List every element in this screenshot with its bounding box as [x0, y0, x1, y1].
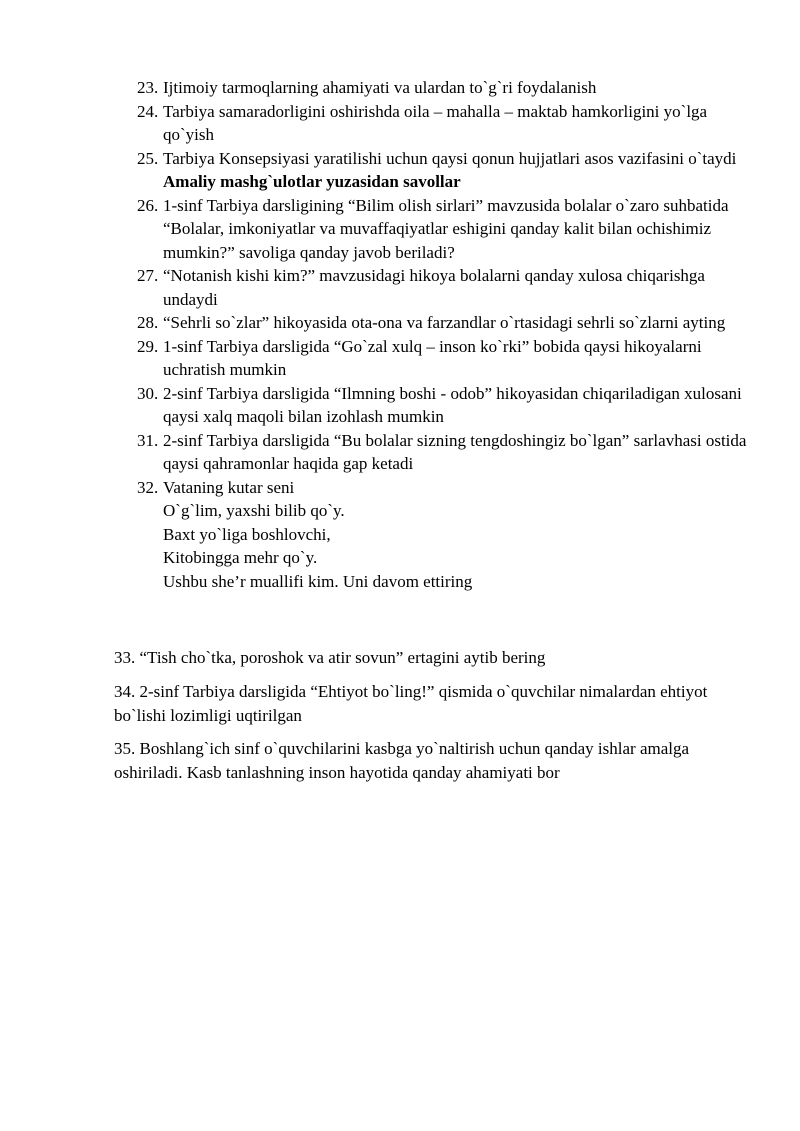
item-text: Tarbiya samaradorligini oshirishda oila – mahalla – maktab hamkorligini yo`lga qo`yish: [163, 101, 708, 144]
item-number: 27.: [137, 266, 159, 285]
item-number: 29.: [137, 336, 159, 356]
question-list: [137, 76, 757, 593]
item-text: 2-sinf Tarbiya darsligida “Bu bolalar sizning tengdoshingiz bo`lgan” sarlavhasi ostida qaysi qahramonlar haqida gap ketadi: [163, 430, 747, 473]
item-text: Tarbiya Konsepsiyasi yaratilishi uchun qaysi qonun hujjatlari asos vazifasini o`taydi: [163, 148, 737, 168]
list-item: [137, 76, 757, 100]
list-item: [137, 194, 757, 265]
item-text: Ijtimoiy tarmoqlarning ahamiyati va ulardan to`g`ri foydalanish: [163, 78, 597, 97]
item-number: 30.: [137, 383, 159, 403]
item-number: 26.: [137, 195, 159, 215]
poem-question: Ushbu she’r muallifi kim. Uni davom ettiring: [163, 571, 473, 591]
item-number: 28.: [137, 313, 159, 332]
list-item: [137, 147, 757, 171]
list-item: [137, 311, 757, 335]
paragraph-33: 33. “Tish cho`tka, poroshok va atir sovun” ertagini aytib bering: [114, 648, 546, 667]
item-number: 25.: [137, 148, 159, 168]
list-item: [137, 382, 757, 429]
poem-line: O`g`lim, yaxshi bilib qo`y.: [163, 501, 345, 520]
item-text: 1-sinf Tarbiya darsligining “Bilim olish sirlari” mavzusida bolalar o`zaro suhbatida “Bolalar, imkoniyatlar va muvaffaqiyatlar eshigini qanday kalit bilan ochishimiz mumkin?” savoliga qanday javob beriladi?: [163, 195, 729, 262]
item-number: 31.: [137, 430, 159, 450]
paragraph-34: 34. 2-sinf Tarbiya darsligida “Ehtiyot bo`ling!” qismida o`quvchilar nimalardan ehtiyot bo`lishi lozimligi uqtirilgan: [114, 682, 708, 725]
item-text: 1-sinf Tarbiya darsligida “Go`zal xulq – inson ko`rki” bobida qaysi hikoyalarni uchratish mumkin: [163, 336, 702, 379]
paragraph-35: 35. Boshlang`ich sinf o`quvchilarini kasbga yo`naltirish uchun qanday ishlar amalga oshiriladi. Kasb tanlashning inson hayotida qanday ahamiyati bor: [114, 739, 690, 782]
item-text: 2-sinf Tarbiya darsligida “Ilmning boshi - odob” hikoyasidan chiqariladigan xulosani qaysi xalq maqoli bilan izohlash mumkin: [163, 383, 742, 426]
list-item: [137, 335, 757, 382]
list-item: [137, 429, 757, 476]
list-item: [137, 476, 757, 500]
item-number: 24.: [137, 101, 159, 121]
poem-line: Baxt yo`liga boshlovchi,: [163, 524, 331, 544]
item-number: 32.: [137, 477, 159, 497]
item-text: “Notanish kishi kim?” mavzusidagi hikoya bolalarni qanday xulosa chiqarishga undaydi: [163, 266, 705, 309]
item-text: Vataning kutar seni: [163, 477, 295, 497]
poem-line: Kitobingga mehr qo`y.: [163, 548, 318, 567]
list-item: [137, 264, 757, 311]
section-heading: Amaliy mashg`ulotlar yuzasidan savollar: [163, 172, 461, 191]
item-number: 23.: [137, 78, 159, 97]
item-text: “Sehrli so`zlar” hikoyasida ota-ona va farzandlar o`rtasidagi sehrli so`zlarni ayting: [163, 313, 726, 332]
list-item: [137, 100, 757, 147]
